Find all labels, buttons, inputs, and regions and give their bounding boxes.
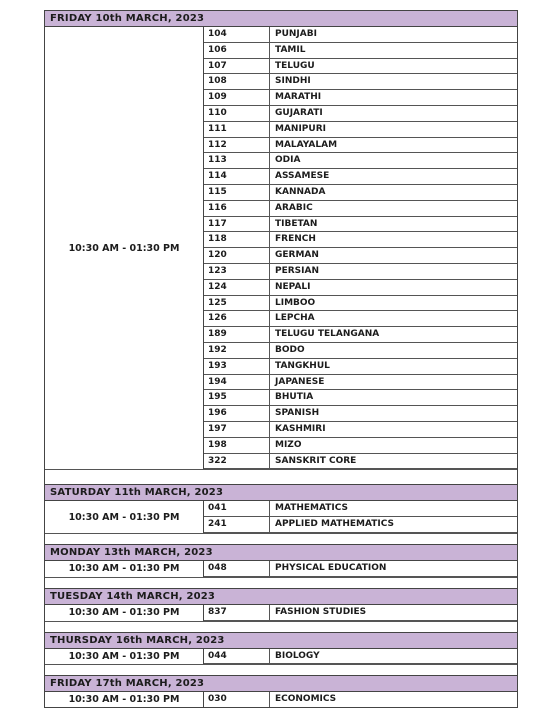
subject-name: FASHION STUDIES <box>275 606 367 617</box>
subject-list <box>204 692 517 707</box>
exam-day-block <box>44 589 518 633</box>
subject-list <box>204 27 517 469</box>
subject-row <box>204 692 517 707</box>
subject-row <box>204 122 517 138</box>
subject-list <box>204 501 517 533</box>
subject-name: TELUGU <box>275 60 315 71</box>
subject-code: 126 <box>204 311 270 326</box>
subject-name: ASSAMESE <box>275 171 330 182</box>
subject-row <box>204 359 517 375</box>
subject-name: ODIA <box>275 155 301 166</box>
exam-time: 10:30 AM - 01:30 PM <box>45 27 204 469</box>
subject-code: 108 <box>204 74 270 89</box>
subject-code: 196 <box>204 406 270 421</box>
exam-date-header: TUESDAY 14th MARCH, 2023 <box>45 589 517 605</box>
subject-row <box>204 649 517 665</box>
subject-row <box>204 248 517 264</box>
subject-name: JAPANESE <box>275 376 325 387</box>
subject-name: BIOLOGY <box>275 650 320 661</box>
subject-code: 109 <box>204 90 270 105</box>
blank-row <box>45 533 517 544</box>
subject-row <box>204 169 517 185</box>
exam-day-block <box>44 10 518 485</box>
subject-row <box>204 561 517 577</box>
subject-row <box>204 59 517 75</box>
subject-name: PERSIAN <box>275 265 320 276</box>
subject-code: 116 <box>204 201 270 216</box>
blank-row <box>45 664 517 675</box>
subject-code: 107 <box>204 59 270 74</box>
exam-day-body <box>45 605 517 621</box>
exam-time: 10:30 AM - 01:30 PM <box>45 605 204 621</box>
subject-list <box>204 561 517 577</box>
subject-name: TIBETAN <box>275 218 318 229</box>
subject-row <box>204 454 517 470</box>
subject-code: 106 <box>204 43 270 58</box>
subject-code: 110 <box>204 106 270 121</box>
subject-code: 041 <box>204 501 270 516</box>
exam-date-header: FRIDAY 17th MARCH, 2023 <box>45 676 517 692</box>
subject-name: GUJARATI <box>275 107 323 118</box>
exam-date-header: THURSDAY 16th MARCH, 2023 <box>45 633 517 649</box>
exam-day-body <box>45 561 517 577</box>
exam-day-block <box>44 485 518 545</box>
subject-code: 030 <box>204 692 270 707</box>
subject-code: 112 <box>204 138 270 153</box>
subject-row <box>204 232 517 248</box>
subject-row <box>204 406 517 422</box>
subject-name: TAMIL <box>275 44 306 55</box>
subject-list <box>204 605 517 621</box>
subject-row <box>204 264 517 280</box>
exam-time: 10:30 AM - 01:30 PM <box>45 561 204 577</box>
subject-code: 113 <box>204 153 270 168</box>
subject-name: FRENCH <box>275 234 316 245</box>
subject-name: KANNADA <box>275 186 326 197</box>
subject-name: GERMAN <box>275 250 319 261</box>
subject-code: 195 <box>204 390 270 405</box>
subject-code: 120 <box>204 248 270 263</box>
subject-name: MATHEMATICS <box>275 503 349 514</box>
subject-row <box>204 201 517 217</box>
subject-code: 123 <box>204 264 270 279</box>
subject-row <box>204 153 517 169</box>
subject-row <box>204 106 517 122</box>
subject-code: 124 <box>204 280 270 295</box>
subject-name: MANIPURI <box>275 123 326 134</box>
subject-name: LEPCHA <box>275 313 315 324</box>
subject-row <box>204 343 517 359</box>
subject-row <box>204 605 517 621</box>
subject-name: BODO <box>275 344 305 355</box>
subject-name: KASHMIRI <box>275 423 326 434</box>
subject-row <box>204 217 517 233</box>
subject-name: MALAYALAM <box>275 139 338 150</box>
subject-name: PHYSICAL EDUCATION <box>275 562 387 573</box>
subject-name: LIMBOO <box>275 297 316 308</box>
subject-code: 114 <box>204 169 270 184</box>
exam-date-header: SATURDAY 11th MARCH, 2023 <box>45 485 517 501</box>
subject-code: 118 <box>204 232 270 247</box>
blank-row <box>45 469 517 484</box>
subject-code: 197 <box>204 422 270 437</box>
subject-name: BHUTIA <box>275 392 314 403</box>
subject-row <box>204 327 517 343</box>
subject-name: SPANISH <box>275 408 320 419</box>
exam-day-block <box>44 676 518 708</box>
subject-row <box>204 422 517 438</box>
exam-time: 10:30 AM - 01:30 PM <box>45 692 204 707</box>
subject-code: 125 <box>204 296 270 311</box>
exam-date-sheet <box>44 10 518 708</box>
subject-name: TELUGU TELANGANA <box>275 329 380 340</box>
subject-list <box>204 649 517 665</box>
subject-code: 044 <box>204 649 270 664</box>
exam-date-header: MONDAY 13th MARCH, 2023 <box>45 545 517 561</box>
subject-row <box>204 138 517 154</box>
subject-row <box>204 390 517 406</box>
exam-day-body <box>45 692 517 707</box>
exam-time: 10:30 AM - 01:30 PM <box>45 501 204 533</box>
subject-name: PUNJABI <box>275 29 317 39</box>
exam-time: 10:30 AM - 01:30 PM <box>45 649 204 665</box>
subject-name: ECONOMICS <box>275 694 337 705</box>
subject-name: NEPALI <box>275 281 311 292</box>
subject-code: 111 <box>204 122 270 137</box>
subject-name: MIZO <box>275 439 302 450</box>
exam-day-block <box>44 545 518 589</box>
blank-row <box>45 577 517 588</box>
subject-row <box>204 74 517 90</box>
blank-row <box>45 621 517 632</box>
subject-code: 189 <box>204 327 270 342</box>
subject-row <box>204 280 517 296</box>
subject-code: 193 <box>204 359 270 374</box>
subject-name: SANSKRIT CORE <box>275 455 357 466</box>
subject-row <box>204 311 517 327</box>
subject-name: MARATHI <box>275 92 322 103</box>
subject-row <box>204 27 517 43</box>
exam-day-body <box>45 27 517 469</box>
subject-code: 194 <box>204 375 270 390</box>
subject-name: TANGKHUL <box>275 360 330 371</box>
subject-code: 115 <box>204 185 270 200</box>
subject-name: APPLIED MATHEMATICS <box>275 519 394 530</box>
subject-name: SINDHI <box>275 76 311 87</box>
subject-row <box>204 517 517 533</box>
subject-row <box>204 501 517 517</box>
subject-code: 198 <box>204 438 270 453</box>
subject-name: ARABIC <box>275 202 313 213</box>
exam-date-header: FRIDAY 10th MARCH, 2023 <box>45 11 517 27</box>
subject-row <box>204 296 517 312</box>
subject-code: 837 <box>204 605 270 620</box>
subject-row <box>204 438 517 454</box>
exam-day-body <box>45 649 517 665</box>
subject-code: 048 <box>204 561 270 576</box>
subject-row <box>204 90 517 106</box>
subject-code: 322 <box>204 454 270 469</box>
exam-day-block <box>44 633 518 677</box>
subject-code: 241 <box>204 517 270 532</box>
subject-code: 104 <box>204 27 270 42</box>
exam-day-body <box>45 501 517 533</box>
subject-code: 117 <box>204 217 270 232</box>
subject-row <box>204 375 517 391</box>
subject-code: 192 <box>204 343 270 358</box>
subject-row <box>204 43 517 59</box>
subject-row <box>204 185 517 201</box>
